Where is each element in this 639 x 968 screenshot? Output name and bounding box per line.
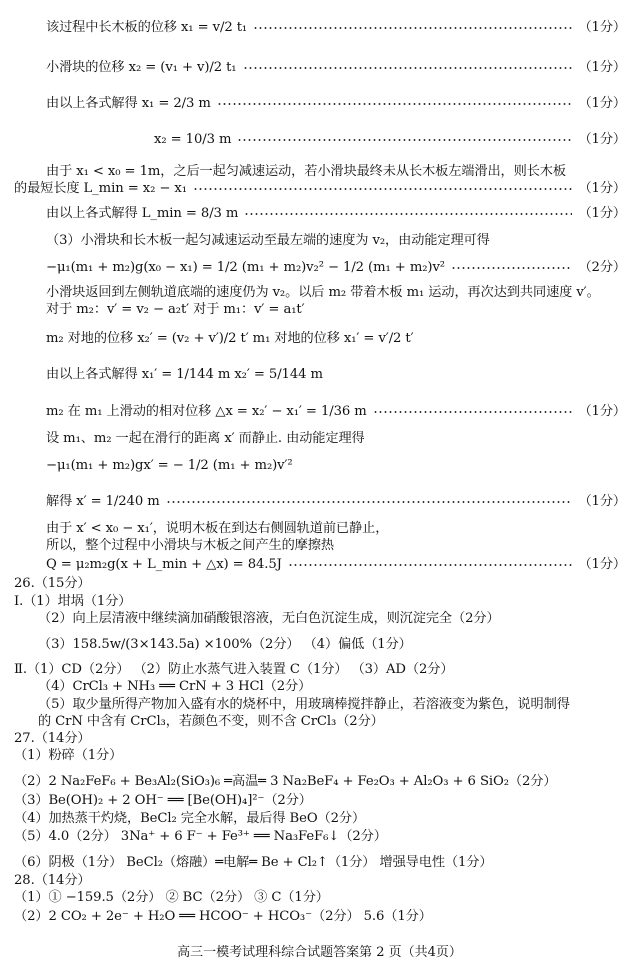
- answer-text: m₂ 在 m₁ 上滑动的相对位移 △x = x₂′ − x₁′ = 1/36 m: [46, 404, 367, 419]
- answer-line: [14, 909, 626, 925]
- answer-line: [14, 285, 626, 301]
- leader-dots: [253, 27, 572, 29]
- answer-line: [14, 637, 626, 653]
- answer-line: [14, 521, 626, 537]
- answer-text: （5）取少量所得产物加入盛有水的烧杯中，用玻璃棒搅拌静止，若溶液变为紫色，说明制得: [38, 697, 570, 712]
- leader-dots: [451, 267, 572, 269]
- answer-text: 由于 x′ < x₀ − x₁′，说明木板在到达右侧圆轨道前已静止，: [46, 521, 389, 536]
- answer-line: [14, 538, 626, 554]
- answer-text: m₂ 对地的位移 x₂′ = (v₂ + v′)/2 t′ m₁ 对地的位移 x₁′ = v′/2 t′: [46, 331, 414, 346]
- answer-line: [14, 873, 626, 889]
- answer-text: 对于 m₂：v′ = v₂ − a₂t′ 对于 m₁：v′ = a₁t′: [46, 302, 305, 317]
- answer-text: 的 CrN 中含有 CrCl₃，若颜色不变，则不含 CrCl₃（2分）: [38, 714, 384, 729]
- score-label: （1分）: [578, 494, 626, 509]
- answer-text: （4）CrCl₃ + NH₃ ══ CrN + 3 HCl（2分）: [38, 679, 312, 694]
- answer-line: [14, 714, 626, 730]
- answer-text: （2）2 Na₂FeF₆ + Be₃Al₂(SiO₃)₆ ═高温═ 3 Na₂BeF₄ + Fe₂O₃ + Al₂O₃ + 6 SiO₂（2分）: [14, 774, 557, 789]
- answer-text: 小滑块返回到左侧轨道底端的速度仍为 v₂。以后 m₂ 带着木板 m₁ 运动，再次达到共同速度 v′。: [46, 285, 600, 300]
- answer-line: [14, 890, 626, 906]
- answer-line: [14, 731, 626, 747]
- answer-line: [14, 431, 626, 447]
- answer-text: 26.（15分）: [14, 576, 91, 591]
- answer-text: （2）2 CO₂ + 2e⁻ + H₂O ══ HCOO⁻ + HCO₃⁻（2分） 5.6（1分）: [14, 909, 432, 924]
- answer-line: [14, 697, 626, 713]
- leader-dots: [243, 67, 573, 69]
- answer-text: （1）粉碎（1分）: [14, 748, 123, 763]
- score-label: （1分）: [578, 20, 626, 35]
- answer-line: [14, 611, 626, 627]
- answer-line: [14, 774, 626, 790]
- answer-text: 的最短长度 L_min = x₂ − x₁: [14, 181, 187, 196]
- answer-text: x₂ = 10/3 m: [154, 132, 232, 147]
- answer-line: [14, 557, 626, 573]
- answer-line: [14, 331, 626, 347]
- leader-dots: [166, 501, 573, 503]
- score-label: （1分）: [578, 206, 626, 221]
- answer-text: 设 m₁、m₂ 一起在滑行的距离 x′ 而静止. 由动能定理得: [46, 431, 365, 446]
- answer-line: [14, 811, 626, 827]
- score-label: （1分）: [578, 60, 626, 75]
- leader-dots: [373, 411, 573, 413]
- answer-text: 28.（14分）: [14, 873, 91, 888]
- answer-text: −μ₁(m₁ + m₂)gx′ = − 1/2 (m₁ + m₂)v′²: [46, 458, 293, 473]
- answer-text: （1）① −159.5（2分） ② BC（2分） ③ C（1分）: [14, 890, 329, 905]
- answer-line: [14, 96, 626, 112]
- score-label: （1分）: [578, 96, 626, 111]
- answer-text: （4）加热蒸干灼烧，BeCl₂ 完全水解，最后得 BeO（2分）: [14, 811, 366, 826]
- answer-text: （3）158.5w/(3×143.5a) ×100%（2分） （4）偏低（1分）: [38, 637, 412, 652]
- answer-text: （3）小滑块和长木板一起匀减速运动至最左端的速度为 v₂，由动能定理可得: [46, 233, 490, 248]
- answer-line: [14, 494, 626, 510]
- score-label: （1分）: [578, 404, 626, 419]
- answer-text: 由以上各式解得 L_min = 8/3 m: [46, 206, 239, 221]
- answer-text: 解得 x′ = 1/240 m: [46, 494, 160, 509]
- answer-text: 由以上各式解得 x₁ = 2/3 m: [46, 96, 211, 111]
- answer-text: 由以上各式解得 x₁′ = 1/144 m x₂′ = 5/144 m: [46, 367, 323, 382]
- answer-line: [14, 60, 626, 76]
- answer-line: [14, 594, 626, 610]
- answer-line: [14, 458, 626, 474]
- leader-dots: [288, 564, 573, 566]
- score-label: （1分）: [578, 132, 626, 147]
- answer-line: [14, 132, 626, 148]
- answer-line: [14, 302, 626, 318]
- answer-text: 该过程中长木板的位移 x₁ = v/2 t₁: [46, 20, 248, 35]
- score-label: （2分）: [578, 260, 626, 275]
- leader-dots: [193, 188, 573, 190]
- answer-text: 所以，整个过程中小滑块与木板之间产生的摩擦热: [46, 538, 334, 553]
- answer-line: [14, 367, 626, 383]
- answer-line: [14, 855, 626, 871]
- answer-text: −μ₁(m₁ + m₂)g(x₀ − x₁) = 1/2 (m₁ + m₂)v₂² − 1/2 (m₁ + m₂)v²: [46, 260, 445, 275]
- answer-text: 由于 x₁ < x₀ = 1m，之后一起匀减速运动，若小滑块最终未从长木板左端滑出，则长木板: [46, 164, 566, 179]
- page-footer: 高三一模考试理科综合试题答案第 2 页（共4页）: [177, 945, 462, 960]
- answer-text: 27.（14分）: [14, 731, 91, 746]
- answer-line: [14, 164, 626, 180]
- answer-line: [14, 576, 626, 592]
- answer-line: [14, 662, 626, 678]
- answer-line: [14, 20, 626, 36]
- answer-line: [14, 181, 626, 197]
- answer-text: Ⅱ.（1）CD（2分） （2）防止水蒸气进入装置 C（1分） （3）AD（2分）: [14, 662, 454, 677]
- answer-line: [14, 206, 626, 222]
- score-label: （1分）: [578, 557, 626, 572]
- leader-dots: [244, 213, 572, 215]
- answer-line: [14, 404, 626, 420]
- answer-line: [14, 748, 626, 764]
- answer-text: Ⅰ.（1）坩埚（1分）: [14, 594, 132, 609]
- answer-text: （2）向上层清液中继续滴加硝酸银溶液，无白色沉淀生成，则沉淀完全（2分）: [38, 611, 500, 626]
- answer-line: [14, 829, 626, 845]
- answer-text: （3）Be(OH)₂ + 2 OH⁻ ══ [Be(OH)₄]²⁻（2分）: [14, 793, 312, 808]
- answer-line: [14, 233, 626, 249]
- answer-line: [14, 260, 626, 276]
- leader-dots: [237, 139, 572, 141]
- score-label: （1分）: [578, 181, 626, 196]
- answer-text: 小滑块的位移 x₂ = (v₁ + v)/2 t₁: [46, 60, 237, 75]
- leader-dots: [217, 103, 573, 105]
- answer-text: Q = μ₂m₂g(x + L_min + △x) = 84.5J: [46, 557, 282, 572]
- answer-text: （5）4.0（2分） 3Na⁺ + 6 F⁻ + Fe³⁺ ══ Na₃FeF₆↓（2分）: [14, 829, 387, 844]
- answer-line: [14, 793, 626, 809]
- answer-text: （6）阴极（1分） BeCl₂（熔融）═电解═ Be + Cl₂↑（1分） 增强导电性（1分）: [14, 855, 493, 870]
- answer-line: [14, 679, 626, 695]
